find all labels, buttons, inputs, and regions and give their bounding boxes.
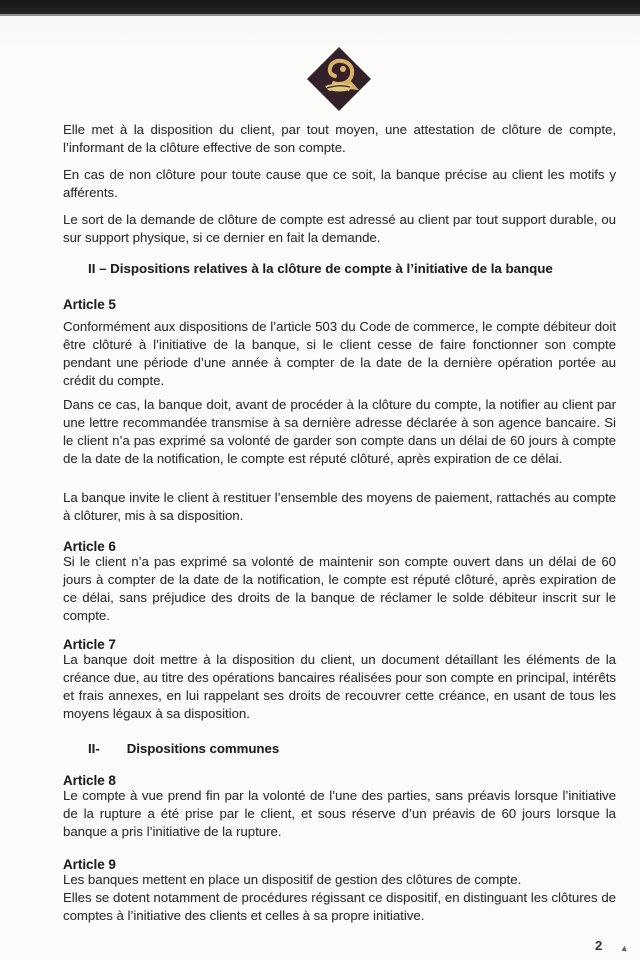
article-9-sentence-1: Les banques mettent en place un dispositif de gestion des clôtures de compte. xyxy=(63,872,522,887)
article-8-title: Article 8 xyxy=(63,773,116,788)
article-5-paragraph-2: Dans ce cas, la banque doit, avant de procéder à la clôture du compte, la notifier au client par une lettre recommandée transmise à sa dernière adresse déclarée à son agence bancaire. Si le client n’a pas exprimé sa volonté de garder son compte dans un délai de 60 jours à compte de la date de la notification, le compte est réputé clôturé, après expiration de ce délai. xyxy=(63,397,616,466)
article-5-title: Article 5 xyxy=(63,297,116,312)
section-heading-bank-initiative: II – Dispositions relatives à la clôture de compte à l’initiative de la banque xyxy=(88,261,553,276)
pen-mark-icon: ▲ xyxy=(619,942,630,954)
article-8-paragraph: Le compte à vue prend fin par la volonté de l’une des parties, sans préavis lorsque l’initiative de la rupture a été prise par le client, et sous réserve d’un préavis de 60 jours lorsque la banque a pris l’initiative de la rupture. xyxy=(63,788,616,839)
article-6-title: Article 6 xyxy=(63,539,116,554)
article-9-sentence-2: Elles se dotent notamment de procédures régissant ce dispositif, en distinguant les clôtures de comptes à l’initiative des clients et celles à sa propre initiative. xyxy=(63,890,616,923)
article-9-title: Article 9 xyxy=(63,857,116,872)
scan-top-black-bar xyxy=(0,0,640,16)
article-5-paragraph-3: La banque invite le client à restituer l’ensemble des moyens de paiement, rattachés au compte à clôturer, mis à sa disposition. xyxy=(63,490,616,523)
intro-paragraph-2: En cas de non clôture pour toute cause que ce soit, la banque précise au client les motifs y afférents. xyxy=(63,167,616,200)
bank-diamond-logo-icon xyxy=(305,45,373,113)
section-common-label: Dispositions communes xyxy=(126,741,280,756)
article-6-paragraph: Si le client n’a pas exprimé sa volonté de maintenir son compte ouvert dans un délai de 60 jours à compter de la date de la notification, le compte est réputé clôturé, après expiration de ce délai, sans préjudice des droits de la banque de réclamer le solde débiteur inscrit sur le compte. xyxy=(63,554,616,623)
article-7-title: Article 7 xyxy=(63,637,116,652)
section-heading-common xyxy=(88,740,640,758)
section-common-numeral: II- xyxy=(88,741,100,756)
bank-logo xyxy=(305,45,373,113)
article-9-paragraphs xyxy=(63,871,616,925)
article-5-paragraph-1: Conformément aux dispositions de l’article 503 du Code de commerce, le compte débiteur doit être clôturé à l’initiative de la banque, si le client cesse de faire fonctionner son compte pendant une période d’une année à compter de la date de la dernière opération portée au crédit du compte. xyxy=(63,319,616,388)
intro-paragraph-1: Elle met à la disposition du client, par tout moyen, une attestation de clôture de compte, l’informant de la clôture effective de son compte. xyxy=(63,122,616,155)
intro-paragraph-3: Le sort de la demande de clôture de compte est adressé au client par tout support durable, ou sur support physique, si ce dernier en fait la demande. xyxy=(63,212,616,245)
page-number: 2 xyxy=(595,938,603,953)
article-7-paragraph: La banque doit mettre à la disposition du client, un document détaillant les éléments de la créance due, au titre des opérations bancaires réalisées pour son compte en principal, intérêts et frais annexes, en lui rappelant ses droits de recouvrer cette créance, en usant de tous les moyens légaux à sa disposition. xyxy=(63,652,616,721)
